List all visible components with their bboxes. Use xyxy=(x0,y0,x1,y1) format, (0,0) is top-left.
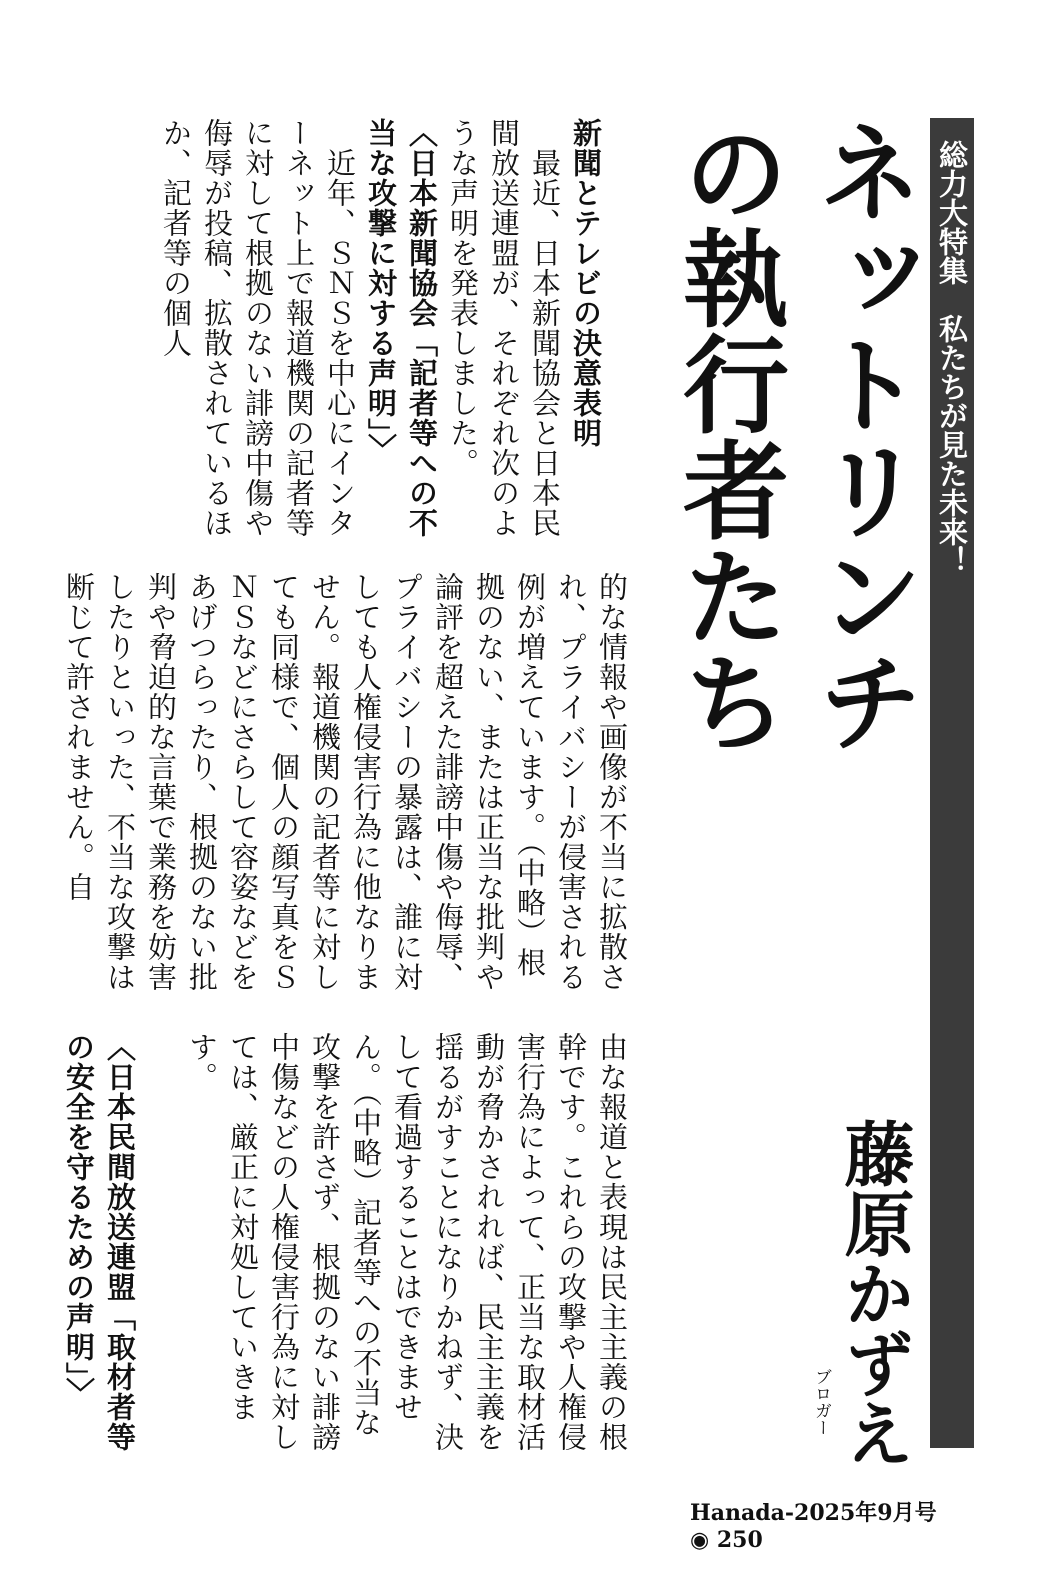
quote-title: 〈日本民間放送連盟「取材者等の安全を守るための声明」〉 xyxy=(62,1032,137,1452)
body-upper-tier xyxy=(140,118,606,548)
author-name: 藤原かずえ xyxy=(833,1118,916,1468)
quote-title: 〈日本新聞協会「記者等への不当な攻撃に対する声明」〉 xyxy=(364,118,439,538)
body-paragraph: 近年、ＳＮＳを中心にインターネット上で報道機関の記者等に対して根拠のない誹謗中傷や侮辱が投稿、拡散されているほか、記者等の個人 xyxy=(159,118,357,538)
body-lower-tier xyxy=(62,1032,632,1462)
author-role: ブロガー xyxy=(811,1368,831,1436)
body-middle-tier: 的な情報や画像が不当に拡散され、プライバシーが侵害される例が増えています。（中略）根拠のない、または正当な批判や論評を超えた誹謗中傷や侮辱、プライバシーの暴露は、誰に対しても人権侵害行為に他なりません。報道機関の記者等に対しても同様で、個人の顔写真をＳＮＳなどにさらして容姿などをあげつらったり、根拠のない批判や脅迫的な言葉で業務を妨害したりといった、不当な攻撃は断じて許されません。自 xyxy=(62,572,629,992)
article-title: ネットリンチの執行者たち xyxy=(666,118,924,754)
feature-label: 総力大特集 私たちが見た未来！ xyxy=(935,140,969,575)
page-folio: Hanada-2025年9月号 ◉ 250 xyxy=(690,1500,937,1553)
body-paragraph: 由な報道と表現は民主主義の根幹です。これらの攻撃や人権侵害行為によって、正当な取材活動が脅かされれば、民主主義を揺るがすことになりかねず、決して看過することはできません。（中略）記者等への不当な攻撃を許さず、根拠のない誹謗中傷などの人権侵害行為に対しては、厳正に対処していきます。 xyxy=(185,1032,629,1452)
section-heading: 新聞とテレビの決意表明 xyxy=(569,118,603,448)
body-paragraph: 最近、日本新聞協会と日本民間放送連盟が、それぞれ次のような声明を発表しました。 xyxy=(446,118,562,538)
